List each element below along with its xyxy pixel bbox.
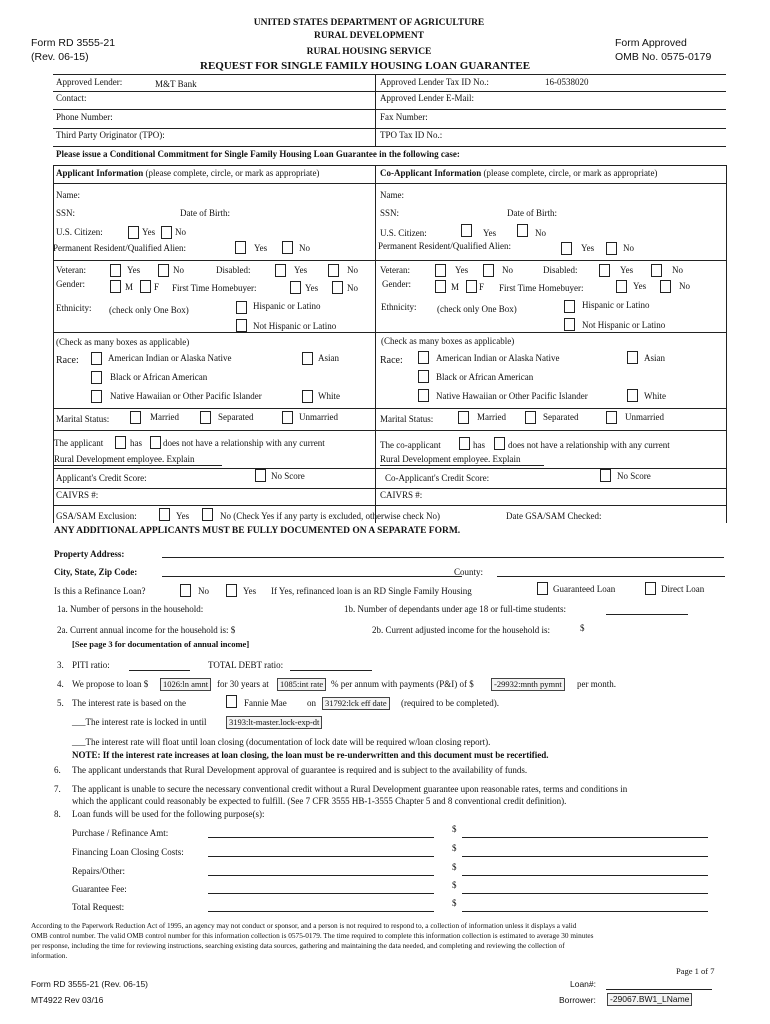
coapplicant-citizen-yes-label: Yes — [483, 228, 497, 238]
item-5-text-a: The interest rate is based on the — [72, 698, 186, 708]
applicant-has-checkbox[interactable] — [115, 436, 126, 449]
total-dollar: $ — [452, 898, 457, 908]
coapplicant-no-score-checkbox[interactable] — [600, 469, 611, 482]
coapplicant-disabled-yes-checkbox[interactable] — [599, 264, 610, 277]
coapplicant-first-time-label: First Time Homebuyer: — [499, 283, 584, 293]
applicant-not-has-checkbox[interactable] — [150, 436, 161, 449]
item-8-number: 8. — [54, 809, 61, 819]
fee-dollar: $ — [452, 880, 457, 890]
applicant-no-score-checkbox[interactable] — [255, 469, 266, 482]
gsa-no-label: No (Check Yes if any party is excluded, otherwise check No) — [220, 511, 440, 521]
coapplicant-race-white-checkbox[interactable] — [627, 389, 638, 402]
applicant-race-label: Race: — [56, 355, 79, 366]
county-label: County: — [454, 567, 484, 577]
item-2a-note: [See page 3 for documentation of annual income] — [72, 639, 250, 649]
item-4-number: 4. — [57, 679, 64, 689]
coapplicant-perm-no-checkbox[interactable] — [606, 242, 617, 255]
applicant-separated-checkbox[interactable] — [200, 411, 211, 424]
item-4-text-a: We propose to loan $ — [72, 679, 149, 689]
interest-rate-field[interactable]: 1085:int rate — [277, 678, 326, 691]
coapplicant-race-indian-label: American Indian or Alaska Native — [436, 353, 560, 363]
item-6-number: 6. — [54, 765, 61, 775]
coapplicant-no-relationship-label: does not have a relationship with any current — [508, 440, 670, 450]
applicant-unmarried-label: Unmarried — [299, 412, 338, 422]
coapplicant-separated-label: Separated — [543, 412, 579, 422]
coapplicant-perm-yes-label: Yes — [581, 243, 595, 253]
coapplicant-hispanic-checkbox[interactable] — [564, 300, 575, 313]
coapplicant-gender-f-label: F — [479, 282, 485, 292]
contact-label: Contact: — [56, 93, 87, 103]
applicant-disabled-no-label: No — [347, 265, 358, 275]
applicant-gender-m-label: M — [125, 282, 134, 292]
applicant-race-hawaiian-checkbox[interactable] — [91, 390, 102, 403]
footer-mt-revision: MT4922 Rev 03/16 — [31, 995, 104, 1005]
applicant-name-label: Name: — [56, 190, 80, 200]
coapplicant-explain-label: Rural Development employee. Explain — [380, 454, 521, 464]
coapplicant-first-time-no-label: No — [679, 281, 690, 291]
coapplicant-race-black-label: Black or African American — [436, 372, 534, 382]
coapplicant-veteran-yes-checkbox[interactable] — [435, 264, 446, 277]
coapplicant-caivrs-label: CAIVRS #: — [380, 490, 423, 500]
gsa-no-checkbox[interactable] — [202, 508, 213, 521]
applicant-disabled-yes-label: Yes — [294, 265, 308, 275]
item-3-number: 3. — [57, 660, 64, 670]
coapplicant-first-time-yes-checkbox[interactable] — [616, 280, 627, 293]
coapplicant-separated-checkbox[interactable] — [525, 411, 536, 424]
coapplicant-citizen-no-label: No — [535, 228, 546, 238]
monthly-payment-field[interactable]: -29932:mnth pymnt — [491, 678, 565, 691]
applicant-first-time-yes-checkbox[interactable] — [290, 281, 301, 294]
coapplicant-disabled-no-label: No — [672, 265, 683, 275]
coapplicant-not-hispanic-label: Not Hispanic or Latino — [582, 320, 666, 330]
pra-notice-line-3: per response, including the time for reviewing instructions, searching existing data sources, gathering and maintaining the data needed, and completing and reviewing the collection of — [31, 941, 565, 950]
applicant-disabled-no-checkbox[interactable] — [328, 264, 339, 277]
applicant-gender-label: Gender: — [56, 279, 85, 289]
lock-expiration-field[interactable]: 3193:lt-master.lock-exp-dt — [226, 716, 322, 729]
tpo-tax-id-label: TPO Tax ID No.: — [380, 130, 443, 140]
applicant-gender-m-checkbox[interactable] — [110, 280, 121, 293]
coapplicant-veteran-yes-label: Yes — [455, 265, 469, 275]
item-8-text: Loan funds will be used for the following purpose(s): — [72, 809, 265, 819]
coapplicant-veteran-label: Veteran: — [380, 265, 410, 275]
loan-number-label: Loan#: — [570, 979, 596, 989]
applicant-first-time-no-label: No — [347, 283, 358, 293]
closing-dollar: $ — [452, 843, 457, 853]
coapplicant-ethnicity-label: Ethnicity: — [381, 302, 417, 312]
coapplicant-gender-m-label: M — [451, 282, 460, 292]
item-4-text-d: per month. — [577, 679, 616, 689]
coapplicant-race-hawaiian-checkbox[interactable] — [418, 389, 429, 402]
applicant-credit-label: Applicant's Credit Score: — [56, 473, 147, 483]
footer-form-revision: Form RD 3555-21 (Rev. 06-15) — [31, 979, 148, 989]
applicant-race-black-checkbox[interactable] — [91, 371, 102, 384]
applicant-citizen-no-checkbox[interactable] — [161, 226, 172, 239]
agency-name: UNITED STATES DEPARTMENT OF AGRICULTURE — [253, 18, 485, 28]
form-approved: Form Approved — [615, 37, 687, 49]
applicant-veteran-yes-label: Yes — [127, 265, 141, 275]
coapplicant-perm-resident-label: Permanent Resident/Qualified Alien: — [378, 241, 511, 251]
item-7-text-line-1: The applicant is unable to secure the necessary conventional credit without a Rural Development guarantee upon reasonable rates, terms and conditions in — [72, 784, 628, 794]
applicant-ssn-label: SSN: — [56, 208, 76, 218]
applicant-married-label: Married — [150, 412, 179, 422]
coapplicant-race-black-checkbox[interactable] — [418, 370, 429, 383]
applicant-dob-label: Date of Birth: — [180, 208, 230, 218]
applicant-veteran-no-checkbox[interactable] — [158, 264, 169, 277]
closing-costs-label: Financing Loan Closing Costs: — [72, 847, 184, 857]
fax-label: Fax Number: — [380, 112, 428, 122]
applicant-heading: Applicant Information — [56, 168, 144, 178]
borrower-last-name-field[interactable]: -29067.BW1_LName — [607, 993, 692, 1006]
approved-lender-label: Approved Lender: — [56, 77, 123, 87]
total-request-label: Total Request: — [72, 902, 125, 912]
coapplicant-gender-label: Gender: — [382, 279, 411, 289]
guaranteed-loan-checkbox[interactable] — [537, 582, 548, 595]
recertify-note: NOTE: If the interest rate increases at loan closing, the loan must be re-underwritten and this document must be recertified. — [72, 750, 549, 760]
request-statement: Please issue a Conditional Commitment for Single Family Housing Loan Guarantee in the following case: — [56, 149, 460, 159]
applicant-citizen-yes-checkbox[interactable] — [128, 226, 139, 239]
refinance-yes-label: Yes — [243, 586, 257, 596]
applicant-hispanic-label: Hispanic or Latino — [253, 301, 321, 311]
rate-locked-label: ___The interest rate is locked in until — [72, 717, 207, 727]
applicant-married-checkbox[interactable] — [130, 411, 141, 424]
form-title: REQUEST FOR SINGLE FAMILY HOUSING LOAN GUARANTEE — [200, 60, 531, 72]
direct-loan-checkbox[interactable] — [645, 582, 656, 595]
item-2b-dollar: $ — [580, 623, 585, 633]
coapplicant-not-hispanic-checkbox[interactable] — [564, 318, 575, 331]
purchase-amt-label: Purchase / Refinance Amt: — [72, 828, 169, 838]
coapplicant-relationship-prefix: The co-applicant — [380, 440, 441, 450]
applicant-perm-no-checkbox[interactable] — [282, 241, 293, 254]
repairs-label: Repairs/Other: — [72, 866, 125, 876]
applicant-race-white-checkbox[interactable] — [302, 390, 313, 403]
coapplicant-race-label: Race: — [380, 355, 403, 366]
additional-applicants-note: ANY ADDITIONAL APPLICANTS MUST BE FULLY DOCUMENTED ON A SEPARATE FORM. — [54, 526, 461, 536]
applicant-gender-f-label: F — [154, 282, 160, 292]
lender-tax-id-value[interactable]: 16-0538020 — [545, 77, 589, 87]
coapplicant-gender-f-checkbox[interactable] — [466, 280, 477, 293]
applicant-relationship-prefix: The applicant — [54, 438, 104, 448]
applicant-disabled-yes-checkbox[interactable] — [275, 264, 286, 277]
city-state-zip-label: City, State, Zip Code: — [54, 567, 138, 577]
gsa-yes-label: Yes — [176, 511, 190, 521]
coapplicant-race-hawaiian-label: Native Hawaiian or Other Pacific Islander — [436, 391, 588, 401]
rate-float-label: ___The interest rate will float until loan closing (documentation of lock date will be required w/loan closing report). — [72, 737, 491, 747]
refinance-question: Is this a Refinance Loan? — [54, 586, 146, 596]
fannie-mae-label: Fannie Mae — [244, 698, 287, 708]
applicant-has-label: has — [130, 438, 142, 448]
coapplicant-many-boxes-note: (Check as many boxes as applicable) — [381, 336, 515, 346]
coapplicant-race-asian-checkbox[interactable] — [627, 351, 638, 364]
applicant-ethnicity-label: Ethnicity: — [56, 303, 92, 313]
coapplicant-heading: Co-Applicant Information — [380, 168, 482, 178]
coapplicant-one-box-note: (check only One Box) — [437, 304, 517, 314]
applicant-first-time-label: First Time Homebuyer: — [172, 283, 257, 293]
purchase-dollar: $ — [452, 824, 457, 834]
applicant-heading-note: (please complete, circle, or mark as appropriate) — [145, 168, 320, 178]
total-debt-ratio-label: TOTAL DEBT ratio: — [208, 660, 284, 670]
item-6-text: The applicant understands that Rural Development approval of guarantee is required and is subject to the availability of funds. — [72, 765, 528, 775]
repairs-dollar: $ — [452, 862, 457, 872]
coapplicant-disabled-yes-label: Yes — [620, 265, 634, 275]
applicant-no-relationship-label: does not have a relationship with any current — [163, 438, 325, 448]
applicant-marital-label: Marital Status: — [56, 414, 110, 424]
applicant-perm-yes-checkbox[interactable] — [235, 241, 246, 254]
item-4-text-b: for 30 years at — [217, 679, 269, 689]
borrower-label: Borrower: — [559, 995, 596, 1005]
phone-label: Phone Number: — [56, 112, 113, 122]
coapplicant-perm-yes-checkbox[interactable] — [561, 242, 572, 255]
coapplicant-first-time-no-checkbox[interactable] — [660, 280, 671, 293]
refinance-no-label: No — [198, 586, 209, 596]
applicant-citizen-label: U.S. Citizen: — [56, 227, 103, 237]
gsa-yes-checkbox[interactable] — [159, 508, 170, 521]
coapplicant-first-time-yes-label: Yes — [633, 281, 647, 291]
coapplicant-not-has-checkbox[interactable] — [494, 437, 505, 450]
approved-lender-value[interactable]: M&T Bank — [155, 79, 197, 89]
division-name: RURAL DEVELOPMENT — [313, 31, 425, 41]
applicant-veteran-yes-checkbox[interactable] — [110, 264, 121, 277]
pra-notice-line-1: According to the Paperwork Reduction Act of 1995, an agency may not conduct or sponsor, and a person is not required to respond to, a collection of information unless it displays a valid — [31, 921, 577, 930]
piti-ratio-label: PITI ratio: — [72, 660, 110, 670]
tpo-label: Third Party Originator (TPO): — [56, 130, 165, 140]
form-revision: (Rev. 06-15) — [31, 51, 89, 63]
item-5-number: 5. — [57, 698, 64, 708]
direct-loan-label: Direct Loan — [661, 584, 705, 594]
coapplicant-citizen-no-checkbox[interactable] — [517, 224, 528, 237]
coapplicant-ssn-label: SSN: — [380, 208, 400, 218]
item-2a-label: 2a. Current annual income for the household is: $ — [57, 625, 236, 635]
refinance-no-checkbox[interactable] — [180, 584, 191, 597]
refinance-note: If Yes, refinanced loan is an RD Single Family Housing — [271, 586, 472, 596]
coapplicant-gender-m-checkbox[interactable] — [435, 280, 446, 293]
lender-tax-id-label: Approved Lender Tax ID No.: — [380, 77, 489, 87]
item-1b-label: 1b. Number of dependants under age 18 or full-time students: — [344, 604, 566, 614]
applicant-citizen-no-label: No — [175, 227, 186, 237]
coapplicant-disabled-label: Disabled: — [543, 265, 578, 275]
coapplicant-race-white-label: White — [644, 391, 666, 401]
applicant-race-hawaiian-label: Native Hawaiian or Other Pacific Islander — [110, 391, 262, 401]
coapplicant-unmarried-label: Unmarried — [625, 412, 664, 422]
applicant-perm-no-label: No — [299, 243, 310, 253]
coapplicant-heading-row — [380, 169, 657, 179]
service-name: RURAL HOUSING SERVICE — [306, 47, 432, 57]
applicant-hispanic-checkbox[interactable] — [236, 301, 247, 314]
pra-notice-line-4: information. — [31, 951, 68, 960]
applicant-caivrs-label: CAIVRS #: — [56, 490, 99, 500]
applicant-citizen-yes-label: Yes — [142, 227, 156, 237]
applicant-perm-yes-label: Yes — [254, 243, 268, 253]
pra-notice-line-2: OMB control number. The valid OMB control number for this information collection is 0575-0179. The time required to complete this information collection is estimated to average 30 minutes — [31, 931, 594, 940]
applicant-race-asian-label: Asian — [318, 353, 339, 363]
applicant-not-hispanic-checkbox[interactable] — [236, 319, 247, 332]
coapplicant-has-label: has — [473, 440, 485, 450]
loan-amount-field[interactable]: 1026:ln amnt — [160, 678, 211, 691]
coapplicant-name-label: Name: — [380, 190, 404, 200]
item-4-text-c: % per annum with payments (P&I) of $ — [331, 679, 474, 689]
coapplicant-dob-label: Date of Birth: — [507, 208, 557, 218]
coapplicant-hispanic-label: Hispanic or Latino — [582, 300, 650, 310]
guarantee-fee-label: Guarantee Fee: — [72, 884, 127, 894]
gsa-exclusion-label: GSA/SAM Exclusion: — [56, 511, 137, 521]
applicant-first-time-yes-label: Yes — [305, 283, 319, 293]
applicant-race-indian-checkbox[interactable] — [91, 352, 102, 365]
applicant-first-time-no-checkbox[interactable] — [332, 281, 343, 294]
applicant-race-white-label: White — [318, 391, 340, 401]
coapplicant-married-label: Married — [477, 412, 506, 422]
applicant-no-score-label: No Score — [271, 471, 305, 481]
coapplicant-has-checkbox[interactable] — [459, 437, 470, 450]
item-7-text-line-2: which the applicant could reasonably be expected to fulfill. (See 7 CFR 3555 HB-1-3555 Chapter 5 and 8 conventional credit definition). — [72, 796, 567, 806]
applicant-veteran-label: Veteran: — [56, 265, 86, 275]
coapplicant-citizen-yes-checkbox[interactable] — [461, 224, 472, 237]
applicant-race-black-label: Black or African American — [110, 372, 208, 382]
item-1a-label: 1a. Number of persons in the household: — [57, 604, 204, 614]
applicant-not-hispanic-label: Not Hispanic or Latino — [253, 321, 337, 331]
coapplicant-veteran-no-label: No — [502, 265, 513, 275]
applicant-heading-row — [56, 169, 319, 179]
item-5-on: on — [307, 698, 316, 708]
applicant-disabled-label: Disabled: — [216, 265, 251, 275]
applicant-many-boxes-note: (Check as many boxes as applicable) — [56, 337, 190, 347]
fannie-mae-checkbox[interactable] — [226, 695, 237, 708]
applicant-separated-label: Separated — [218, 412, 254, 422]
omb-number: OMB No. 0575-0179 — [615, 51, 712, 63]
coapplicant-unmarried-checkbox[interactable] — [606, 411, 617, 424]
coapplicant-credit-label: Co-Applicant's Credit Score: — [385, 473, 490, 483]
item-5-text-b: (required to be completed). — [401, 698, 499, 708]
lock-effective-date-field[interactable]: 31792:lck eff date — [322, 697, 390, 710]
applicant-race-indian-label: American Indian or Alaska Native — [108, 353, 232, 363]
lender-email-label: Approved Lender E-Mail: — [380, 93, 474, 103]
coapplicant-race-asian-label: Asian — [644, 353, 665, 363]
applicant-race-asian-checkbox[interactable] — [302, 352, 313, 365]
coapplicant-veteran-no-checkbox[interactable] — [483, 264, 494, 277]
guaranteed-loan-label: Guaranteed Loan — [553, 584, 616, 594]
applicant-perm-resident-label: Permanent Resident/Qualified Alien: — [53, 243, 186, 253]
item-2b-label: 2b. Current adjusted income for the household is: — [372, 625, 550, 635]
coapplicant-married-checkbox[interactable] — [458, 411, 469, 424]
coapplicant-citizen-label: U.S. Citizen: — [380, 228, 427, 238]
coapplicant-perm-no-label: No — [623, 243, 634, 253]
applicant-gender-f-checkbox[interactable] — [140, 280, 151, 293]
applicant-unmarried-checkbox[interactable] — [282, 411, 293, 424]
form-number: Form RD 3555-21 — [31, 37, 116, 49]
page-number: Page 1 of 7 — [676, 966, 715, 976]
refinance-yes-checkbox[interactable] — [226, 584, 237, 597]
applicant-veteran-no-label: No — [173, 265, 184, 275]
coapplicant-race-indian-checkbox[interactable] — [418, 351, 429, 364]
applicant-explain-label: Rural Development employee. Explain — [54, 454, 195, 464]
item-7-number: 7. — [54, 784, 61, 794]
coapplicant-no-score-label: No Score — [617, 471, 651, 481]
coapplicant-marital-label: Marital Status: — [380, 414, 434, 424]
gsa-date-checked-label: Date GSA/SAM Checked: — [506, 511, 602, 521]
coapplicant-disabled-no-checkbox[interactable] — [651, 264, 662, 277]
applicant-one-box-note: (check only One Box) — [109, 305, 189, 315]
property-address-label: Property Address: — [54, 549, 125, 559]
coapplicant-heading-note: (please complete, circle, or mark as appropriate) — [483, 168, 658, 178]
